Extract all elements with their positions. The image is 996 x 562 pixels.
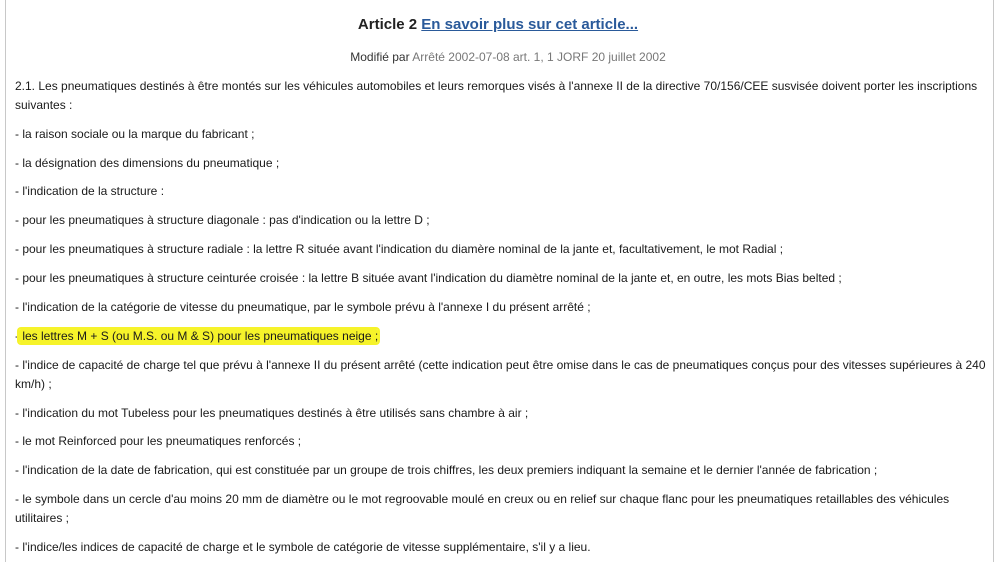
modified-line [0, 50, 996, 64]
list-item: - l'indication de la date de fabrication, qui est constituée par un groupe de trois chiffres, les deux premiers indiquant la semaine et le dernier l'année de fabrication ; [15, 463, 878, 477]
modified-label: Modifié par [350, 50, 410, 64]
list-item: - pour les pneumatiques à structure radiale : la lettre R située avant l'indication du diamère nominal de la jante et, facultativement, le mot Radial ; [15, 242, 784, 256]
paragraph-intro: 2.1. Les pneumatiques destinés à être montés sur les véhicules automobiles et leurs remorques visés à l'annexe II de la directive 70/156/CEE susvisée doivent porter les inscriptions suivantes : [15, 79, 978, 112]
modified-reference-link[interactable]: Arrêté 2002-07-08 art. 1, 1 JORF 20 juillet 2002 [412, 50, 666, 64]
list-item: - l'indication de la catégorie de vitesse du pneumatique, par le symbole prévu à l'annexe I du présent arrêté ; [15, 300, 591, 314]
list-item: - pour les pneumatiques à structure diagonale : pas d'indication ou la lettre D ; [15, 213, 430, 227]
article-title: Article 2 [357, 16, 418, 33]
list-item: - l'indication de la structure : [15, 184, 165, 198]
article-more-link[interactable]: En savoir plus sur cet article... [421, 16, 639, 33]
list-item: - le symbole dans un cercle d'au moins 20 mm de diamètre ou le mot regroovable moulé en creux ou en relief sur chaque flanc pour les pneumatiques retaillables des véhicules utilitaires ; [15, 492, 950, 525]
list-item: - l'indication du mot Tubeless pour les pneumatiques destinés à être utilisés sans chambre à air ; [15, 406, 529, 420]
list-item: - l'indice de capacité de charge tel que prévu à l'annexe II du présent arrêté (cette indication peut être omise dans le cas de pneumatiques conçus pour des vitesses supérieures à 240 km/h) ; [15, 358, 986, 391]
highlight-prefix: - [15, 329, 19, 343]
list-item: - l'indice/les indices de capacité de charge et le symbole de catégorie de vitesse supplémentaire, s'il y a lieu. [15, 540, 591, 554]
list-item: - pour les pneumatiques à structure ceinturée croisée : la lettre B située avant l'indication du diamètre nominal de la jante et, en outre, les mots Bias belted ; [15, 271, 842, 285]
list-item-highlighted [15, 327, 990, 346]
highlighted-text: les lettres M + S (ou M.S. ou M & S) pour les pneumatiques neige ; [19, 329, 379, 343]
article-heading [0, 16, 996, 33]
list-item: - la désignation des dimensions du pneumatique ; [15, 156, 280, 170]
list-item: - le mot Reinforced pour les pneumatiques renforcés ; [15, 434, 302, 448]
list-item: - la raison sociale ou la marque du fabricant ; [15, 127, 255, 141]
